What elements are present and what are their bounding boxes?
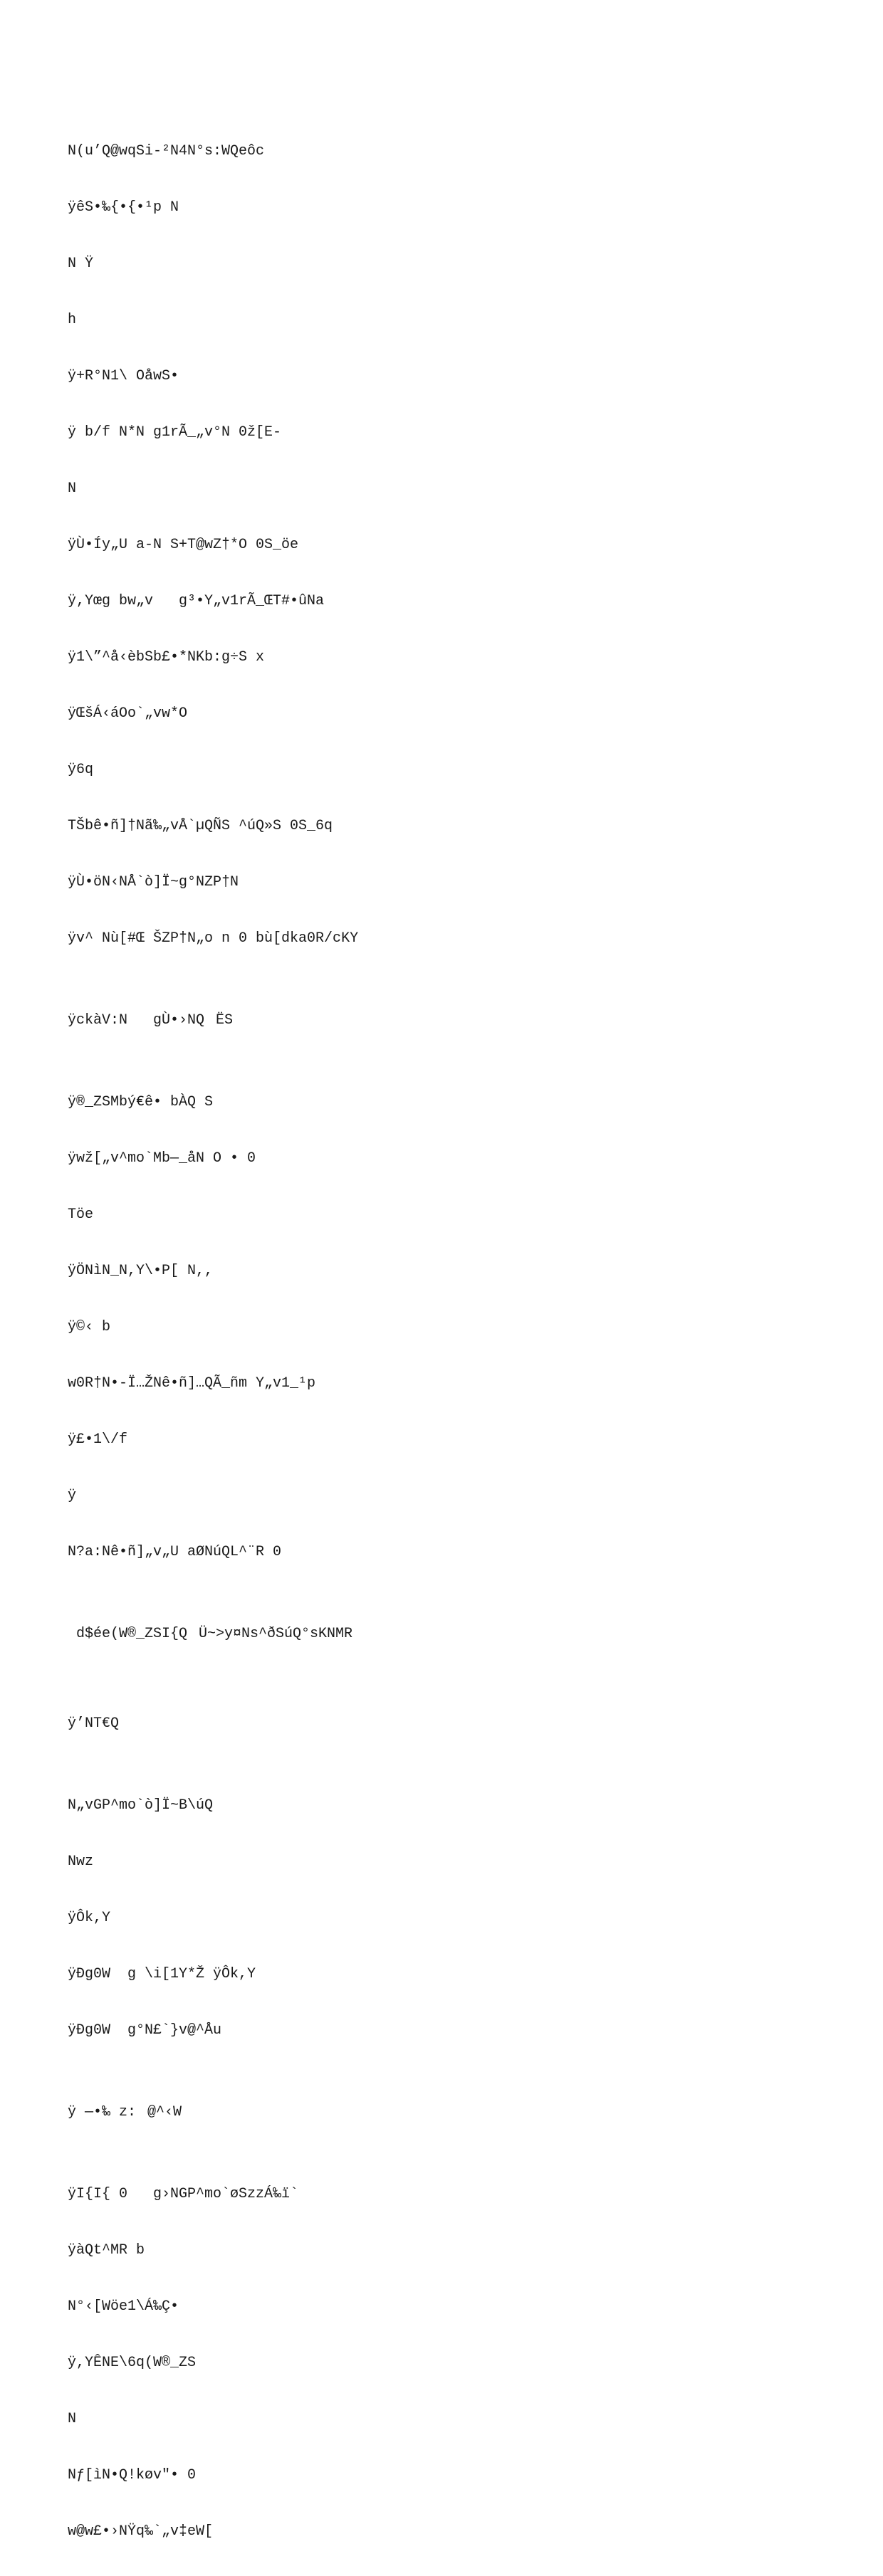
text-line: ÿ,YÊNE\6q(W®_ZS bbox=[68, 2355, 197, 2371]
text-line: ÿ©‹ b bbox=[68, 1319, 111, 1335]
text-line: ÿ’NT€Q bbox=[68, 1715, 131, 1732]
text-line: w0R†N•-Ï…ŽNê•ñ]…QÃ_ñm Y„v1_¹p bbox=[68, 1375, 316, 1392]
text-line: ÿI{I{ 0 g›NGP^mo`øSzzÁ‰ï` bbox=[68, 2186, 299, 2202]
text-line: N?a:Nê•ñ]„v„U aØNúQL^¨R 0 bbox=[68, 1544, 282, 1560]
text-line: ÿ®_ZSMbý€ê• bÀQ S bbox=[68, 1094, 214, 1110]
text-line: ÿ b/f N*N g1rÃ_„v°N 0ž[E- bbox=[68, 424, 282, 441]
text-line: N°‹[Wöe1\Á‰Ç• bbox=[68, 2298, 179, 2315]
text-line: TŠbê•ñ]†Nã‰„vÅ`µQÑS ^úQ»S 0S_6q bbox=[68, 818, 333, 834]
text-line: ÿÐg0W g \i[1Y*Ž ÿÔk,Y bbox=[68, 1966, 256, 1982]
text-line: ÿŒšÁ‹áOo`„vw*O bbox=[68, 705, 188, 722]
text-line: w@w£•›NŸq‰`„v‡eW[ bbox=[68, 2523, 214, 2540]
text-line: ÿ6q bbox=[68, 762, 94, 778]
text-line: ÿckàV:N gÙ•›NQËS bbox=[68, 1012, 234, 1029]
text-line: ÿ1\”^å‹èbSb£•*NKb:g÷S x bbox=[68, 649, 265, 666]
text-line: ÿ —•‰ z:@^‹W bbox=[68, 2104, 182, 2120]
text-line: N(u’Q@wqSi-²N4N°s:WQeôc bbox=[68, 143, 265, 159]
text-line: Nwz bbox=[68, 1854, 94, 1870]
text-line: N bbox=[68, 2411, 77, 2427]
text-line: Nƒ[ìN•Q!køv"• 0 bbox=[68, 2467, 197, 2483]
text-line: ÿÔk,Y bbox=[68, 1910, 111, 1926]
text-line: h bbox=[68, 312, 77, 328]
text-line: d$ée(W®_ZSI{QÜ~>y¤Ns^ðSúQ°sKNMR bbox=[76, 1626, 353, 1642]
text-line: ÿ£•1\/f bbox=[68, 1431, 128, 1448]
text-line: ÿv^ Nù[#Œ ŠZP†N„o n 0 bù[dka0R/cKY bbox=[68, 930, 359, 947]
text-line: ÿ bbox=[68, 1488, 77, 1504]
text-line: N bbox=[68, 480, 77, 497]
text-line: ÿàQt^MR b bbox=[68, 2242, 145, 2259]
text-line: ÿ+R°N1\ OåwS• bbox=[68, 368, 179, 384]
text-line: ÿÖNìN_N,Y\•P[ N,, bbox=[68, 1263, 214, 1279]
text-line: ÿ,Yœg bw„v g³•Y„v1rÃ_ŒT#•ûNa bbox=[68, 593, 325, 609]
text-line: ÿêS•‰{•{•¹p N bbox=[68, 199, 179, 216]
text-line: ÿÙ•Íy„U a-N S+T@wZ†*O 0S_öe bbox=[68, 537, 299, 553]
text-line: Töe bbox=[68, 1206, 94, 1223]
text-line: ÿÐg0W g°N£`}v@^Åu bbox=[68, 2022, 222, 2039]
text-line: N„vGP^mo`ò]Ï~B\úQ bbox=[68, 1797, 214, 1814]
text-line: ÿwž[„v^mo`Mb—_åN O • 0 bbox=[68, 1150, 256, 1167]
document-body bbox=[68, 107, 815, 2576]
text-line: N Ÿ bbox=[68, 256, 94, 272]
text-line: ÿÙ•öN‹NÅ`ò]Ï~g°NZP†N bbox=[68, 874, 239, 890]
